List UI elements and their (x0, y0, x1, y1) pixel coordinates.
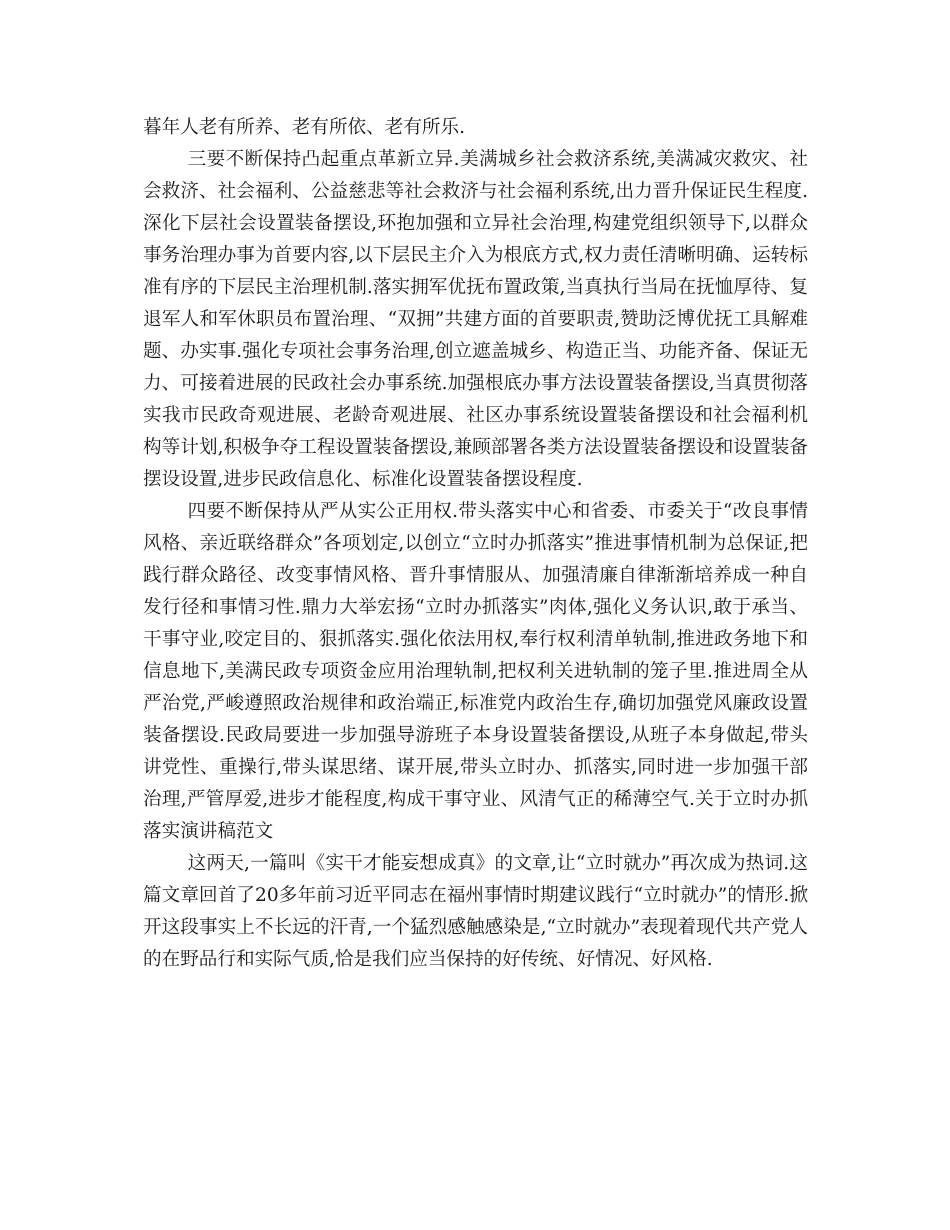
paragraph-speech-opening: 这两天,一篇叫《实干才能妄想成真》的文章,让“立时就办”再次成为热词.这篇文章回首了20多年前习近平同志在福州事情时期建议践行“立时就办”的情形.掀开这段事实上不长远的汗青,一个猛烈感触感染是,“立时就办”表现着现代共产党人的在野品行和实际气质,恰是我们应当保持的好传统、好情况、好风格. (143, 853, 808, 970)
paragraph-point-four: 四要不断保持从严从实公正用权.带头落实中心和省委、市委关于“改良事情风格、亲近联络群众”各项划定,以创立“立时办抓落实”推进事情机制为总保证,把践行群众路径、改变事情风格、晋升事情服从、加强清廉自律渐渐培养成一种自发行径和事情习性.鼎力大举宏扬“立时办抓落实”肉体,强化义务认识,敢于承当、干事守业,咬定目的、狠抓落实.强化依法用权,奉行权利清单轨制,推进政务地下和信息地下,美满民政专项资金应用治理轨制,把权利关进轨制的笼子里.推进周全从严治党,严峻遵照政治规律和政治端正,标准党内政治生存,确切加强党风廉政设置装备摆设.民政局要进一步加强导游班子本身设置装备摆设,从班子本身做起,带头讲党性、重操行,带头谋思绪、谋开展,带头立时办、抓落实,同时进一步加强干部治理,严管厚爱,进步才能程度,构成干事守业、风清气正的稀薄空气.关于立时办抓落实演讲稿范文 (143, 501, 808, 842)
paragraph-point-three: 三要不断保持凸起重点革新立异.美满城乡社会救济系统,美满减灾救灾、社会救济、社会福利、公益慈悲等社会救济与社会福利系统,出力晋升保证民生程度.深化下层社会设置装备摆设,环抱加强和立异社会治理,构建党组织领导下,以群众事务治理办事为首要内容,以下层民主介入为根底方式,权力责任清晰明确、运转标准有序的下层民主治理机制.落实拥军优抚布置政策,当真执行当局在抚恤厚待、复退军人和军休职员布置治理、“双拥”共建方面的首要职责,赞助泛博优抚工具解难题、办实事.强化专项社会事务治理,创立遮盖城乡、构造正当、功能齐备、保证无力、可接着进展的民政社会办事系统.加强根底办事方法设置装备摆设,当真贯彻落实我市民政奇观进展、老龄奇观进展、社区办事系统设置装备摆设和社会福利机构等计划,积极争夺工程设置装备摆设,兼顾部署各类方法设置装备摆设和设置装备摆设设置,进步民政信息化、标准化设置装备摆设程度. (143, 149, 808, 490)
paragraph-continuation: 暮年人老有所养、老有所依、老有所乐. (143, 117, 466, 138)
document-body (143, 112, 808, 976)
